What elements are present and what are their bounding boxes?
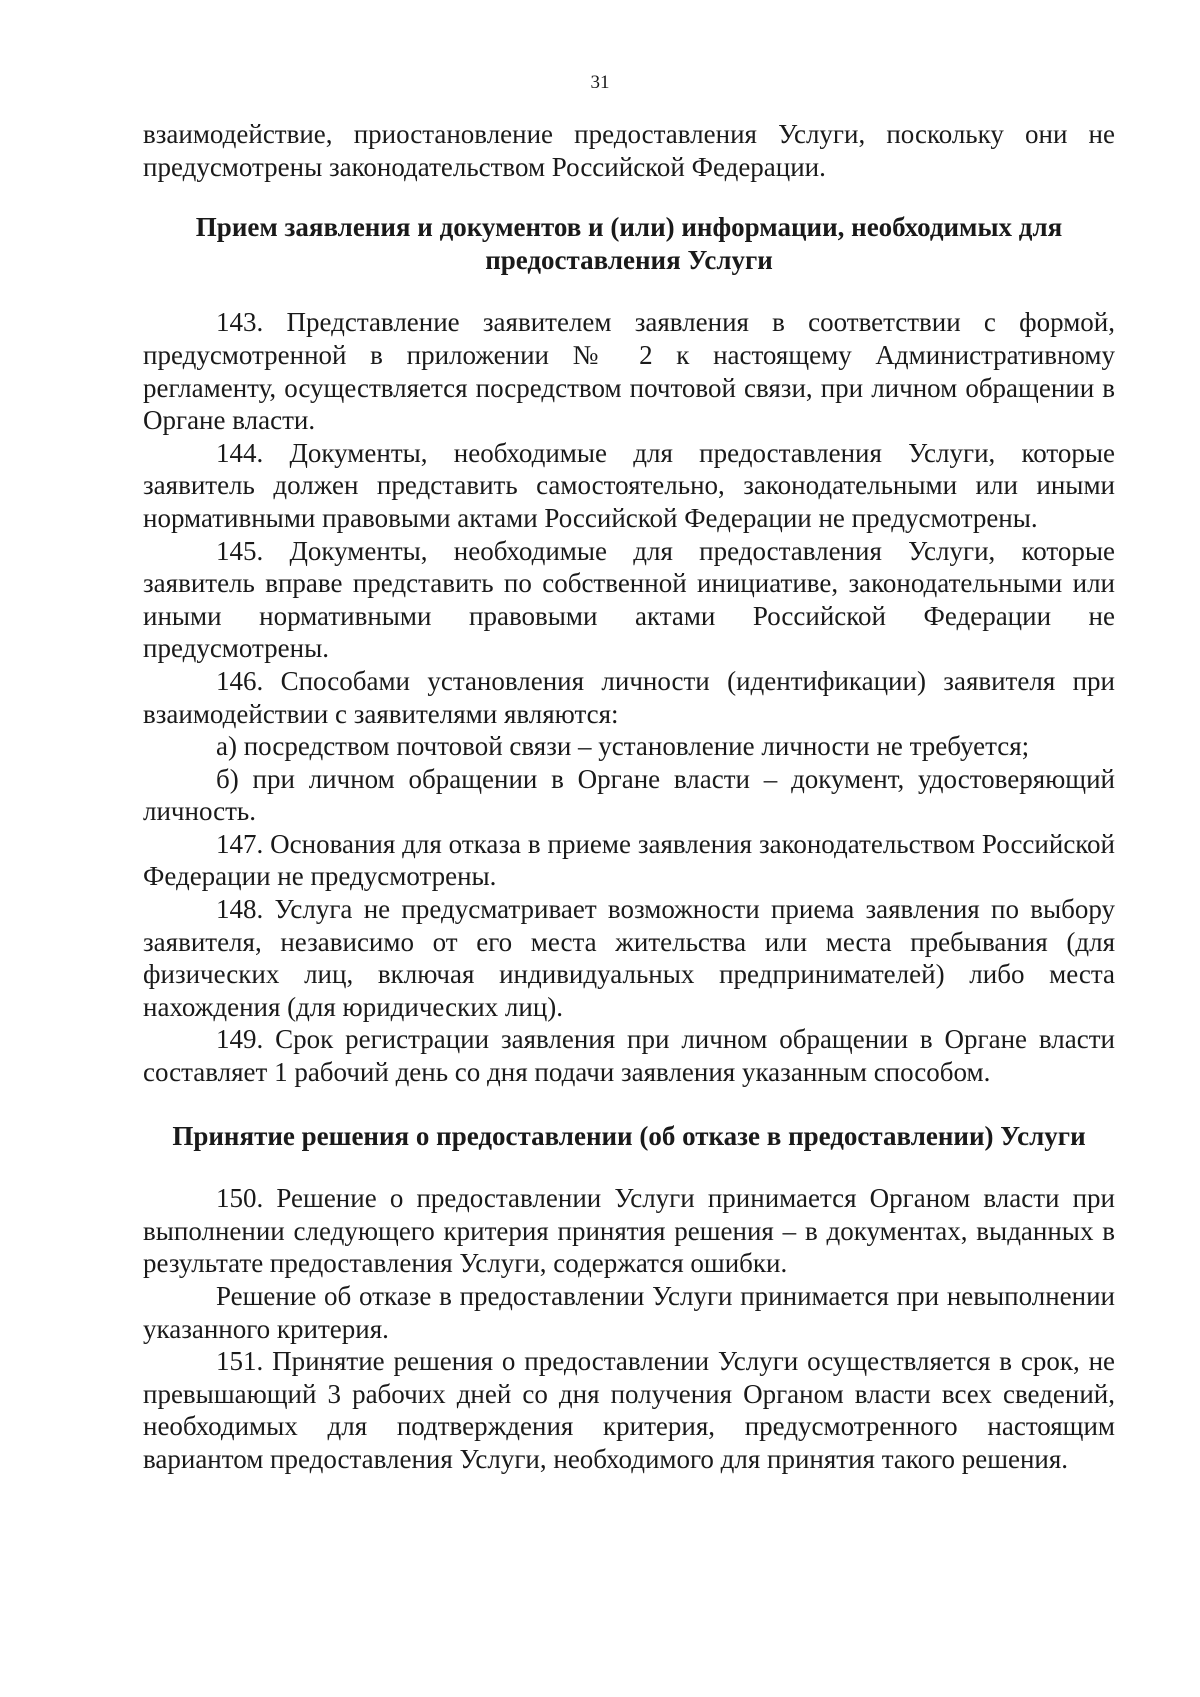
- list-item-b: б) при личном обращении в Органе власти – документ, удостоверяющий личность.: [143, 763, 1115, 827]
- document-body: [143, 118, 1115, 1476]
- page-number: 31: [590, 72, 610, 93]
- section-heading-document-acceptance: [143, 211, 1115, 276]
- intro-paragraph: взаимодействие, приостановление предоставления Услуги, поскольку они не предусмотрены законодательством Российской Федерации.: [143, 119, 1115, 182]
- paragraph-151: 151. Принятие решения о предоставлении Услуги осуществляется в срок, не превышающий 3 рабочих дней со дня получения Органом власти всех сведений, необходимых для подтверждения критерия, предусмотренного настоящим вариантом предоставления Услуги, необходимого для принятия такого решения.: [143, 1346, 1115, 1474]
- list-item-a: а) посредством почтовой связи – установление личности не требуется;: [216, 731, 1030, 762]
- paragraph-144: 144. Документы, необходимые для предоставления Услуги, которые заявитель должен представить самостоятельно, законодательными или иными нормативными правовыми актами Российской Федерации не предусмотрены.: [143, 437, 1115, 533]
- section-heading-line-2: предоставления Услуги: [485, 244, 773, 275]
- paragraph-143: 143. Представление заявителем заявления в соответствии с формой, предусмотренной в приложении № 2 к настоящему Административному регламенту, осуществляется посредством почтовой связи, при личном обращении в Органе власти.: [143, 307, 1115, 436]
- paragraph-149: 149. Срок регистрации заявления при личном обращении в Органе власти составляет 1 рабочий день со дня подачи заявления указанным способом.: [143, 1024, 1115, 1088]
- paragraph-147: 147. Основания для отказа в приеме заявления законодательством Российской Федерации не предусмотрены.: [143, 828, 1115, 892]
- section-heading-line-1: Прием заявления и документов и (или) информации, необходимых для: [195, 212, 1063, 243]
- paragraph-refusal-decision: Решение об отказе в предоставлении Услуги принимается при невыполнении указанного критерия.: [143, 1281, 1115, 1344]
- paragraph-146: 146. Способами установления личности (идентификации) заявителя при взаимодействии с заявителями являются:: [143, 665, 1115, 729]
- paragraph-150: 150. Решение о предоставлении Услуги принимается Органом власти при выполнении следующего критерия принятия решения – в документах, выданных в результате предоставления Услуги, содержатся ошибки.: [143, 1183, 1115, 1279]
- paragraph-145: 145. Документы, необходимые для предоставления Услуги, которые заявитель вправе представить по собственной инициативе, законодательными или иными нормативными правовыми актами Российской Федерации не предусмотрены.: [143, 535, 1115, 664]
- section-heading-decision: Принятие решения о предоставлении (об отказе в предоставлении) Услуги: [172, 1120, 1086, 1151]
- paragraph-148: 148. Услуга не предусматривает возможности приема заявления по выбору заявителя, независимо от его места жительства или места пребывания (для физических лиц, включая индивидуальных предпринимателей) либо места нахождения (для юридических лиц).: [143, 894, 1115, 1022]
